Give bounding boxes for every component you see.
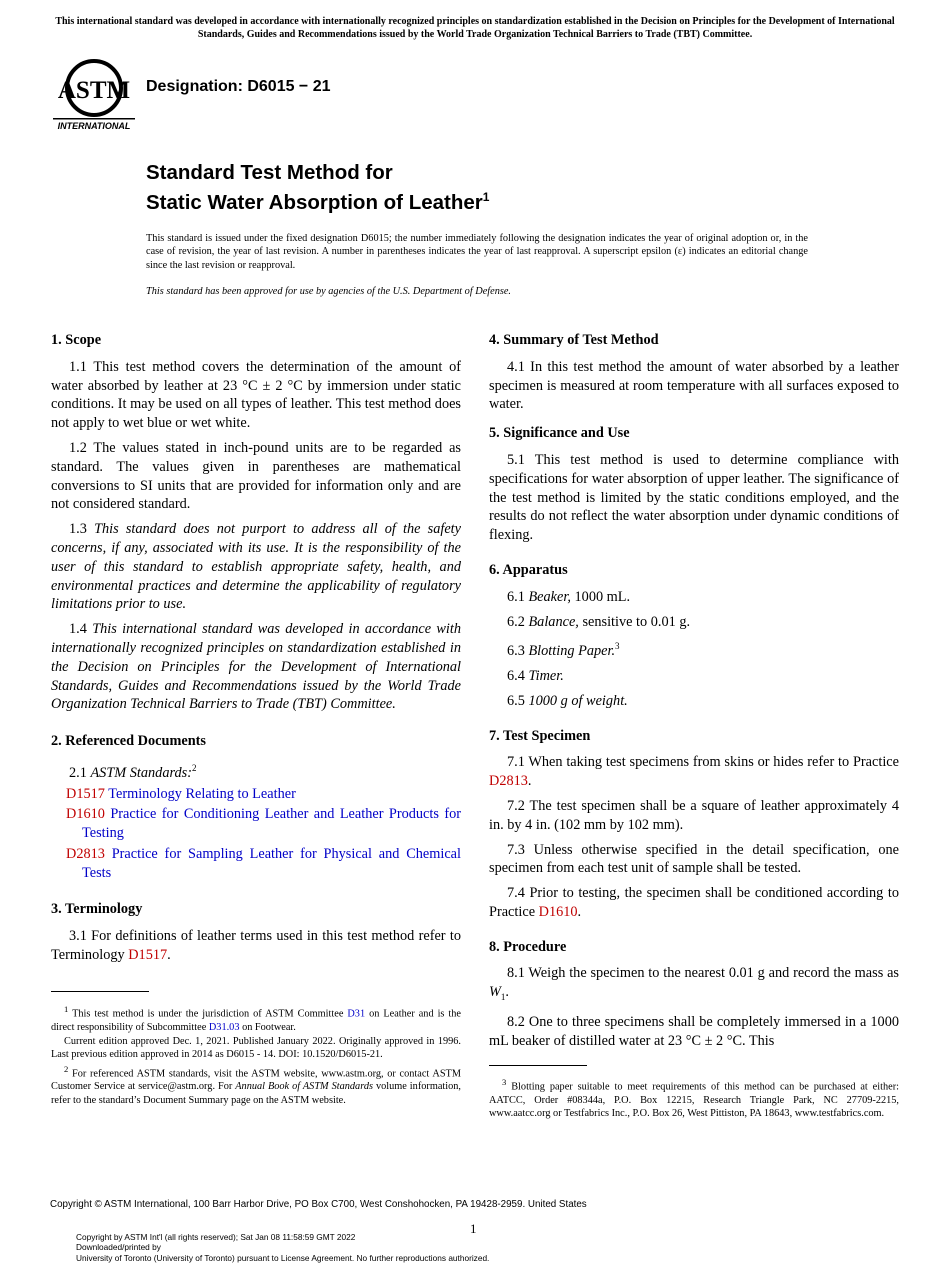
apparatus-num: 6.2: [507, 613, 525, 630]
para-7-1-end: .: [527, 773, 532, 790]
section-4-heading: 4. Summary of Test Method: [489, 332, 659, 348]
var-w-sub: 1: [500, 992, 506, 1003]
para-7-3: 7.3 Unless otherwise specified in the detail specification, one specimen from each test unit of sample shall be tested.: [489, 841, 899, 877]
link-d1517[interactable]: D1517: [128, 947, 168, 964]
para-7-1-text: 7.1 When taking test specimens from skins or hides refer to Practice: [507, 754, 899, 771]
footnote-2-b: volume information, refer to the standard’s Document Summary page on the ASTM website.: [51, 1081, 461, 1106]
apparatus-6-5: [489, 692, 899, 711]
footnote-1-a: This test method is under the jurisdiction of ASTM Committee: [72, 1008, 344, 1020]
designation: Designation: D6015 − 21: [146, 78, 331, 95]
apparatus-detail: 1000 mL.: [574, 588, 631, 605]
footnote-ref-2[interactable]: 2: [192, 762, 197, 773]
logo-label: INTERNATIONAL: [57, 121, 131, 131]
apparatus-num: 6.4: [507, 667, 525, 684]
astm-logo-graphic: [53, 58, 135, 132]
apparatus-num: 6.1: [507, 588, 525, 605]
section-3-heading: 3. Terminology: [51, 901, 143, 918]
dod-approval: This standard has been approved for use by agencies of the U.S. Department of Defense.: [146, 286, 512, 297]
footnote-1-c: on Footwear.: [242, 1021, 296, 1033]
para-1-4-text: This international standard was developed in accordance with internationally recognized principles on standardization established in the Decision on Principles for the Development of International Standards, Guides and Recommendations issued by the World Trade Organization Technical Barriers to Trade (TBT) Committee.: [51, 621, 462, 713]
para-3-1-text: 3.1 For definitions of leather terms used in this test method refer to Terminology: [51, 928, 461, 964]
right-column: [489, 331, 899, 1057]
ref-code-d2813[interactable]: D2813: [66, 845, 105, 862]
link-d2813[interactable]: D2813: [489, 773, 528, 790]
para-8-1-text: 8.1 Weigh the specimen to the nearest 0.01 g and record the mass as: [507, 965, 899, 982]
footnote-2: [51, 1063, 461, 1107]
para-1-4: [51, 620, 461, 714]
para-2-1-num: 2.1: [69, 764, 87, 781]
ref-title-d1610[interactable]: Practice for Conditioning Leather and Leather Products for Testing: [82, 806, 461, 842]
link-d31-03[interactable]: D31.03: [208, 1021, 240, 1033]
para-1-3-text: This standard does not purport to address all of the safety concerns, if any, associated with its use. It is the responsibility of the user of this standard to establish appropriate safety, health, and environmental practices and determine the applicability of regulatory limitations prior to use.: [51, 521, 461, 613]
apparatus-6-4: [489, 667, 899, 686]
title-footnote-ref[interactable]: 1: [482, 190, 490, 204]
para-2-1-text: ASTM Standards:: [90, 764, 192, 781]
document-title: [146, 160, 489, 215]
footnote-2-italic: Annual Book of ASTM Standards: [235, 1081, 373, 1093]
copyright-line: Copyright © ASTM International, 100 Barr Harbor Drive, PO Box C700, West Conshohocken, PA 19428-2959. United States: [50, 1199, 587, 1210]
footnote-3-mark: 3: [502, 1077, 507, 1087]
left-column: [51, 331, 461, 971]
apparatus-num: 6.3: [507, 643, 525, 660]
license-line-1: Copyright by ASTM Int'l (all rights reserved); Sat Jan 08 11:58:59 GMT 2022: [76, 1232, 356, 1242]
license-block: [76, 1232, 489, 1263]
para-1-3-num: 1.3: [69, 521, 87, 538]
ref-d1610: [51, 805, 461, 843]
footnote-rule-left: [51, 991, 149, 992]
footnote-1-b: on Leather and is the direct responsibility of Subcommittee: [51, 1008, 461, 1033]
footnote-1-edition: Current edition approved Dec. 1, 2021. Published January 2022. Originally approved in 1996. Last previous edition approved in 2014 as D6015 - 14. DOI: 10.1520/D6015-21.: [51, 1036, 461, 1061]
footnote-1-mark: 1: [64, 1004, 69, 1014]
apparatus-6-2: [489, 613, 899, 632]
para-1-2: 1.2 The values stated in inch-pound units are to be regarded as standard. The values given in parentheses are mathematical conversions to SI units that are provided for information only and are not considered standard.: [51, 439, 461, 513]
para-7-4: [489, 884, 899, 922]
apparatus-6-3: [489, 637, 899, 661]
tbt-notice: This international standard was developed in accordance with internationally recognized principles on standardization established in the Decision on Principles for the Development of International Standards, Guides and Recommendations issued by the World Trade Organization Technical Barriers to Trade (TBT) Committee.: [55, 16, 895, 40]
ref-title-d2813[interactable]: Practice for Sampling Leather for Physical and Chemical Tests: [82, 845, 461, 881]
apparatus-num: 6.5: [507, 692, 525, 709]
apparatus-name: 1000 g of weight.: [528, 692, 628, 709]
apparatus-name: Balance,: [528, 613, 579, 630]
license-line-2: Downloaded/printed by: [76, 1242, 161, 1253]
ref-title-d1517[interactable]: Terminology Relating to Leather: [108, 785, 296, 802]
title-line-2: Static Water Absorption of Leather: [146, 190, 483, 214]
link-d1610[interactable]: D1610: [538, 903, 578, 920]
link-d31[interactable]: D31: [347, 1008, 366, 1020]
para-1-3: [51, 520, 461, 614]
footnotes-left: [51, 1003, 461, 1108]
ref-d1517: [51, 785, 461, 804]
para-8-1: [489, 964, 899, 1006]
para-7-2: 7.2 The test specimen shall be a square of leather approximately 4 in. by 4 in. (102 mm by 102 mm).: [489, 797, 899, 833]
section-6-heading: 6. Apparatus: [489, 561, 568, 578]
ref-code-d1517[interactable]: D1517: [66, 785, 105, 802]
para-2-1: [51, 759, 461, 783]
license-line-3: University of Toronto (University of Toronto) pursuant to License Agreement. No further reproductions authorized.: [76, 1252, 490, 1263]
section-1-heading: 1. Scope: [51, 332, 102, 348]
footnote-3-text: Blotting paper suitable to meet requirements of this method can be purchased at either: AATCC, Order #08344a, P.O. Box 12215, Research Triangle Park, NC 27709-2215, www.aatcc.org or Testfabrics Inc., P.O. Box 26, West Pittiston, PA 18643, www.testfabrics.com.: [489, 1081, 899, 1120]
footnote-1: [51, 1003, 461, 1034]
section-7-heading: 7. Test Specimen: [489, 727, 591, 744]
section-2-heading: 2. Referenced Documents: [51, 733, 206, 750]
footnote-ref-3[interactable]: 3: [615, 641, 620, 652]
apparatus-name: Timer.: [528, 667, 564, 684]
title-line-1: Standard Test Method for: [146, 161, 393, 184]
var-w: W: [489, 984, 501, 1001]
logo-letters: ASTM: [57, 77, 131, 104]
section-5-heading: 5. Significance and Use: [489, 425, 630, 442]
section-8-heading: 8. Procedure: [489, 938, 567, 955]
footnotes-right: [489, 1076, 899, 1121]
para-1-4-num: 1.4: [69, 621, 87, 638]
apparatus-name: Blotting Paper.: [528, 643, 616, 660]
apparatus-6-1: [489, 588, 899, 607]
para-5-1: 5.1 This test method is used to determine compliance with specifications for water absorption of upper leather. The significance of the test method is limited by the static conditions employed, and the results do not reflect the water absorption under dynamic conditions of flexing.: [489, 451, 899, 544]
para-3-1-end: .: [167, 947, 171, 964]
footnote-rule-right: [489, 1065, 587, 1066]
apparatus-detail: sensitive to 0.01 g.: [582, 613, 691, 630]
footnote-3: [489, 1076, 899, 1120]
footnote-2-a: For referenced ASTM standards, visit the ASTM website, www.astm.org, or contact ASTM Customer Service at service@astm.org. For: [51, 1068, 462, 1093]
para-4-1: 4.1 In this test method the amount of water absorbed by a leather specimen is measured at room temperature with all surfaces exposed to water.: [489, 358, 899, 413]
apparatus-name: Beaker,: [528, 588, 571, 605]
para-7-4-text: 7.4 Prior to testing, the specimen shall be conditioned according to Practice: [489, 885, 899, 920]
issued-statement: This standard is issued under the fixed designation D6015; the number immediately following the designation indicates the year of original adoption or, in the case of revision, the year of last revision. A number in parentheses indicates the year of last reapproval. A superscript epsilon (ε) indicates an editorial change since the last revision or reapproval.: [146, 233, 808, 271]
page-number: 1: [470, 1221, 477, 1236]
para-7-1: [489, 753, 899, 791]
para-8-1-end: .: [505, 984, 509, 1001]
para-8-2: 8.2 One to three specimens shall be completely immersed in a 1000 mL beaker of distilled water at 23 °C ± 2 °C. This: [489, 1013, 899, 1049]
footnote-2-mark: 2: [64, 1063, 69, 1074]
para-1-1: 1.1 This test method covers the determination of the amount of water absorbed by leather at 23 °C ± 2 °C by immersion under static conditions. It may be used on all types of leather. This test method does not apply to wet blue or wet white.: [51, 358, 461, 432]
ref-code-d1610[interactable]: D1610: [66, 806, 105, 823]
para-7-4-end: .: [577, 903, 582, 920]
ref-d2813: [51, 845, 461, 883]
para-3-1: [51, 927, 461, 965]
astm-logo: [53, 58, 135, 132]
